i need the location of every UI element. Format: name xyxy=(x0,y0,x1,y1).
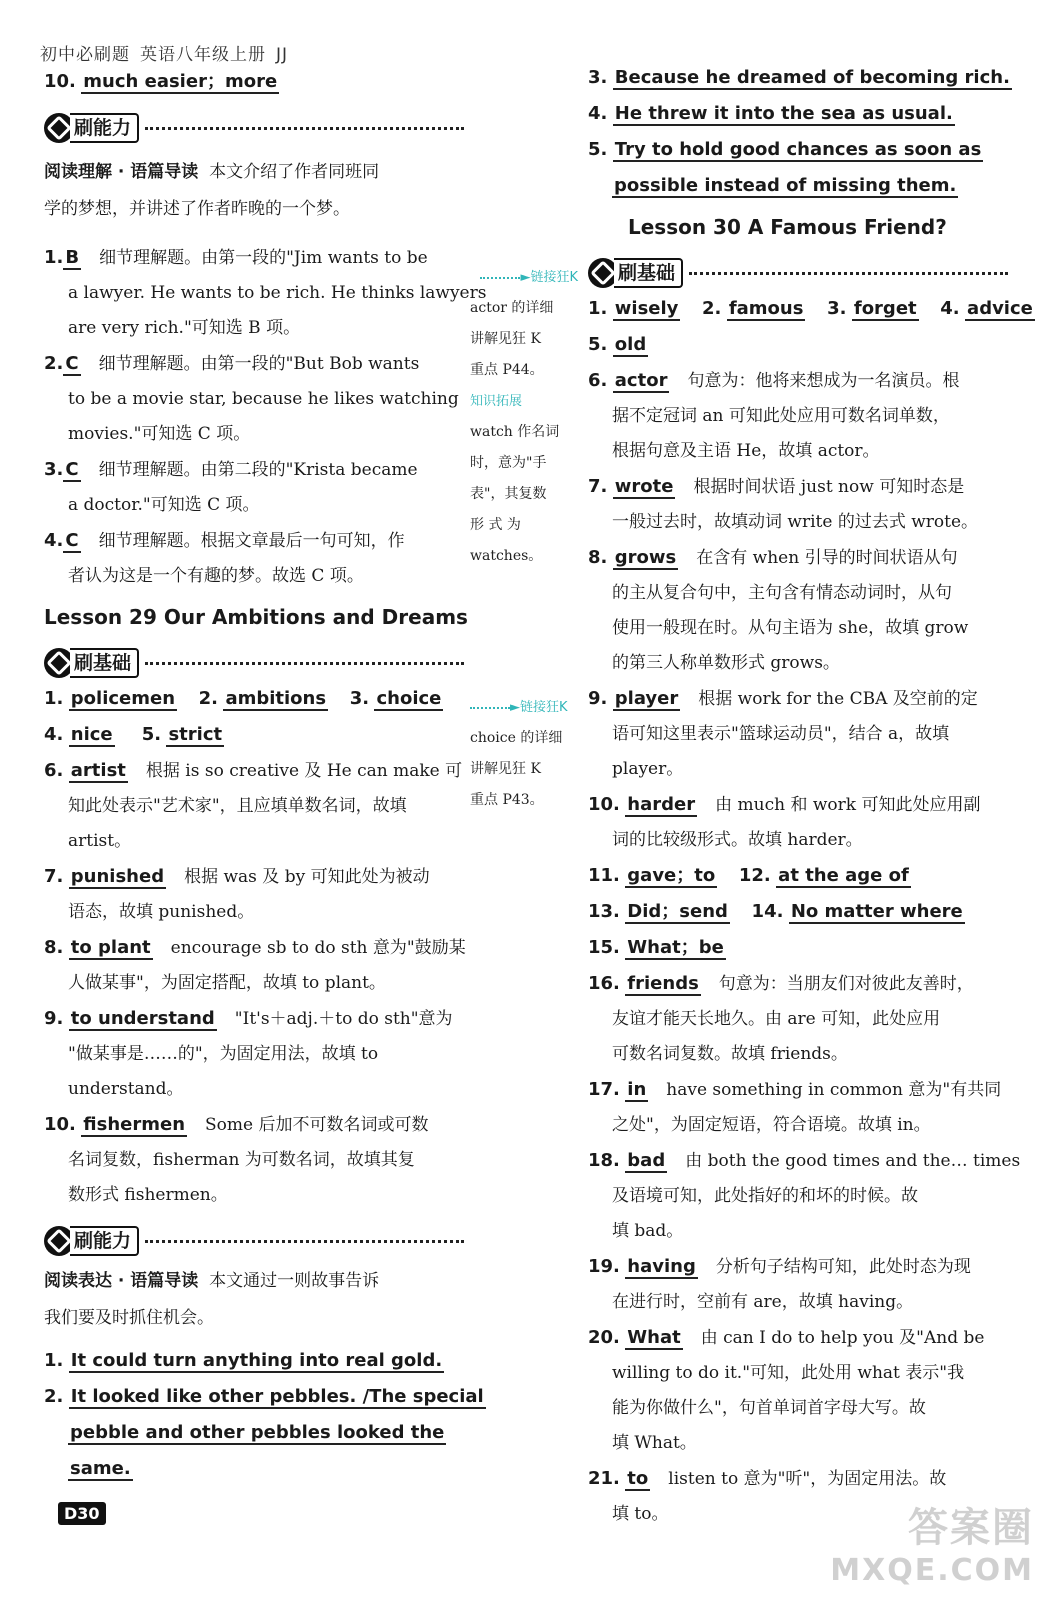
answer-row: 4. nice 5. strict xyxy=(44,724,223,745)
list-item: 4. He threw it into the sea as usual. xyxy=(588,103,953,124)
list-item: 1. B 细节理解题。由第一段的"Jim wants to be xyxy=(44,247,428,268)
reading-answers: 1. B 细节理解题。由第一段的"Jim wants to be a lawyer. He wants to be rich. He thinks lawyers are very rich."可知选 B 项。 2. C 细节理解题。由第一段的"But Bob wants to be a movie star, because he likes watching movies."可知选 C 项。 3. C 细节理解题。由第二段的"Krista became a doctor."可知选 C 项。 4. C 细节理解题。根据文章最后一句可知，作 者认为这是一个有趣的梦。故选 C 项。 xyxy=(44,240,464,594)
answer-row: 13. Did；send 14. No matter where xyxy=(588,901,963,922)
subject-title: 英语八年级上册 xyxy=(140,45,266,65)
answer-row: 1. wisely 2. famous 3. forget 4. advice xyxy=(588,298,1033,319)
list-item: 2. It looked like other pebbles. /The special xyxy=(44,1386,484,1407)
list-item: 6. artist 根据 is so creative 及 He can make 可 xyxy=(44,760,463,781)
list-item: 5. Try to hold good chances as soon as xyxy=(588,139,982,160)
answer-row: 11. gave；to 12. at the age of xyxy=(588,865,909,886)
divider xyxy=(689,272,1008,275)
section-badge-nengli: 刷能力 xyxy=(44,1223,464,1259)
section-badge-jichu: 刷基础 xyxy=(588,255,1008,291)
watermark: 答案圈 MXQE.COM xyxy=(830,1505,1034,1588)
reading-intro: 阅读表达 · 语篇导读 本文通过一则故事告诉 我们要及时抓住机会。 xyxy=(44,1271,380,1328)
list-item: 8. grows 在含有 when 引导的时间状语从句 xyxy=(588,547,958,568)
answer-row: 15. What；be xyxy=(588,937,724,958)
list-item: 3. Because he dreamed of becoming rich. xyxy=(588,67,1010,88)
divider xyxy=(145,662,464,665)
list-item: 18. bad 由 both the good times and the… times xyxy=(588,1150,1021,1171)
edition-tag: JJ xyxy=(276,45,289,65)
reading-intro: 阅读理解 · 语篇导读 本文介绍了作者同班同 学的梦想，并讲述了作者昨晚的一个梦。 xyxy=(44,162,380,219)
list-item: 16. friends 句意为：当朋友们对彼此友善时， xyxy=(588,973,974,994)
page-number: D30 xyxy=(58,1502,106,1525)
list-item: 1. It could turn anything into real gold. xyxy=(44,1350,443,1371)
right-column: 3. Because he dreamed of becoming rich. 4. He threw it into the sea as usual. 5. Try to hold good chances as soon as possible instead of missing them. Lesson 30 A Famous Friend? 刷基础 1. wisely 2. famous 3. forget 4. advice 5. old 6. actor 句意为：他将来想成为一名演员。根 据不定冠词 an 可知此处应用可数名词单数， 根据句意及主语 He，故填 actor。 7. wrote 根据时间状语 just now 可知时态是 一般过去时，故填动词 write 的过去式 wrote。 8. grows 在含有 when 引导的时间状语从句 的主从复合句中，主句含有情态动词时，从句 使用一般现在时。从句主语为 she，故填 grow 的第三人称单数形式 grows。 9. player 根据 work for the CBA 及空前的定 语可知这里表示"篮球运动员"，结合 a，故填 player。 10. harder 由 much 和 work 可知此处应用副 词的比较级形式。故填 harder。 11. gave；to 12. at the age of 13. Did；send 14. No matter where 15. What；be 16. friends 句意为：当朋友们对彼此友善时， 友谊才能天长地久。由 are 可知，此处应用 可数名词复数。故填 friends。 17. in have something in common 意为"有共同 之处"，为固定短语，符合语境。故填 in。 18. bad 由 both the good times and the… times 及语境可知，此处指好的和坏的时候。故 填 bad。 19. having 分析句子结构可知，此处时态为现 在进行时，空前有 are，故填 having。 20. What 由 can I do to help you 及"And be willing to do it."可知，此处用 what 表示"我 能为你做什么"，句首单词首字母大写。故 填 What。 21. to listen to 意为"听"，为固定用法。故 填 to。 xyxy=(588,60,1008,1532)
list-item: 2. C 细节理解题。由第一段的"But Bob wants xyxy=(44,353,420,374)
list-item: 6. actor 句意为：他将来想成为一名演员。根 xyxy=(588,370,960,391)
list-item: 7. wrote 根据时间状语 just now 可知时态是 xyxy=(588,476,965,497)
list-item: 17. in have something in common 意为"有共同 xyxy=(588,1079,1002,1100)
answer-row: 1. policemen 2. ambitions 3. choice xyxy=(44,688,442,709)
side-note: ►链接狂K actor 的详细 讲解见狂 K 重点 P44。 知识拓展 watch 作名词 时，意为"手 表"，其复数 形 式 为 watches。 xyxy=(470,270,578,564)
list-item: 3. C 细节理解题。由第二段的"Krista became xyxy=(44,459,418,480)
series-title: 初中必刷题 xyxy=(40,45,130,65)
side-note: ►链接狂K choice 的详细 讲解见狂 K 重点 P43。 xyxy=(470,700,568,808)
divider xyxy=(145,1240,464,1243)
list-item: 9. player 根据 work for the CBA 及空前的定 xyxy=(588,688,978,709)
section-badge-nengli: 刷能力 xyxy=(44,110,464,146)
section-badge-jichu: 刷基础 xyxy=(44,645,464,681)
list-item: 10. fishermen Some 后加不可数名词或可数 xyxy=(44,1114,429,1135)
answer-row: 5. old xyxy=(588,334,647,355)
list-item: 21. to listen to 意为"听"，为固定用法。故 xyxy=(588,1468,947,1489)
list-item: 10. harder 由 much 和 work 可知此处应用副 xyxy=(588,794,981,815)
expression-answers: 1. It could turn anything into real gold. 2. It looked like other pebbles. /The special pebble and other pebbles looked the same. xyxy=(44,1343,464,1487)
list-item: 9. to understand "It's＋adj.＋to do sth"意为 xyxy=(44,1008,453,1029)
lesson-title: Lesson 30 A Famous Friend? xyxy=(628,215,947,239)
list-item: 19. having 分析句子结构可知，此处时态为现 xyxy=(588,1256,971,1277)
running-header xyxy=(40,40,298,65)
list-item: 8. to plant encourage sb to do sth 意为"鼓励某 xyxy=(44,937,466,958)
answer-line: 10. much easier；more xyxy=(44,71,278,92)
answer: much easier；more xyxy=(83,71,278,92)
list-item: 7. punished 根据 was 及 by 可知此处为被动 xyxy=(44,866,430,887)
left-column: 10. much easier；more 刷能力 阅读理解 · 语篇导读 本文介绍了作者同班同 学的梦想，并讲述了作者昨晚的一个梦。 1. B 细节理解题。由第一段的"Jim wants to be a lawyer. He wants to be rich. He thinks lawyers are very rich."可知选 B 项。 2. C 细节理解题。由第一段的"But Bob wants to be a movie star, because he likes watching movies."可知选 C 项。 3. C 细节理解题。由第二段的"Krista became a doctor."可知选 C 项。 4. C 细节理解题。根据文章最后一句可知，作 者认为这是一个有趣的梦。故选 C 项。 Lesson 29 Our Ambitions and Dreams 刷基础 1. policemen 2. ambitions 3. choice 4. nice 5. strict 6. artist 根据 is so creative 及 He can make 可 知此处表示"艺术家"，且应填单数名词，故填 artist。 7. punished 根据 was 及 by 可知此处为被动 语态，故填 punished。 8. to plant encourage sb to do sth 意为"鼓励某 人做某事"，为固定搭配，故填 to plant。 9. to understand "It's＋adj.＋to do sth"意为 "做某事是……的"，为固定用法，故填 to understand。 10. fishermen Some 后加不可数名词或可数 名词复数，fisherman 为可数名词，故填其复 数形式 fishermen。 刷能力 阅读表达 · 语篇导读 本文通过一则故事告诉 我们要及时抓住机会。 1. It could turn anything into real gold. 2. It looked like other pebbles. /The special pebble and other pebbles looked the same. xyxy=(44,64,464,1487)
list-item: 20. What 由 can I do to help you 及"And be xyxy=(588,1327,985,1348)
divider xyxy=(145,127,464,130)
lesson-title: Lesson 29 Our Ambitions and Dreams xyxy=(44,605,468,629)
list-item: 4. C 细节理解题。根据文章最后一句可知，作 xyxy=(44,530,405,551)
